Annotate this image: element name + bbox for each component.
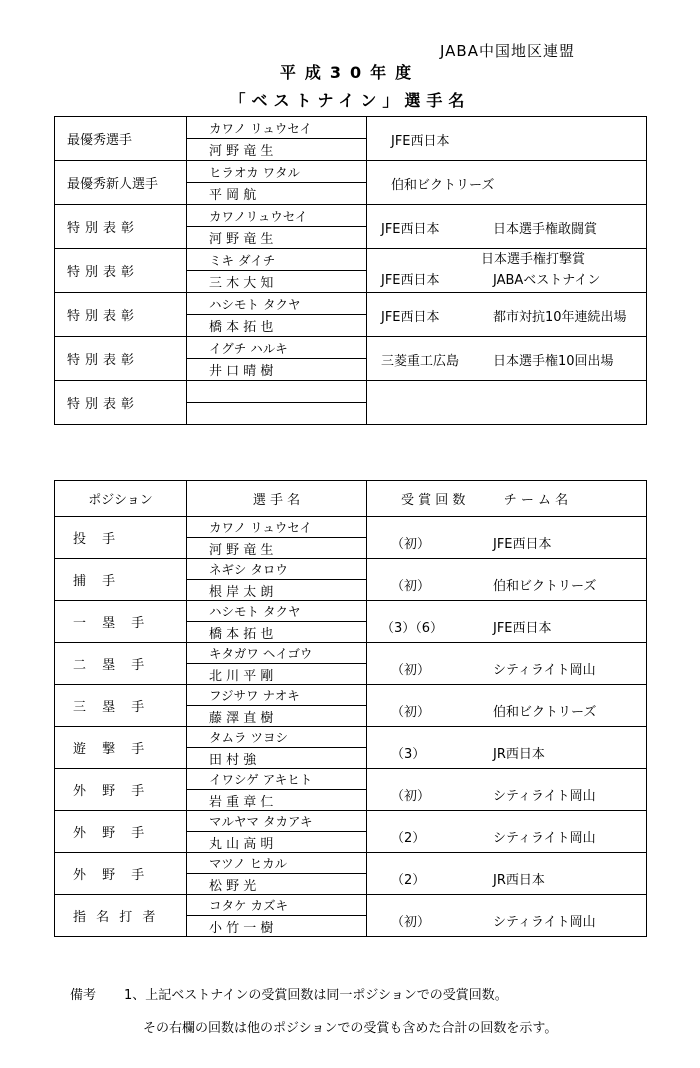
team-name: JFE西日本 xyxy=(493,537,552,552)
position-label: 三 塁 手 xyxy=(55,685,187,727)
award-team: JFE西日本 xyxy=(391,133,450,149)
award-category: 特別表彰 xyxy=(55,381,187,425)
player-kana: フジサワ ナオキ xyxy=(187,685,367,706)
award-count: （初） xyxy=(391,789,431,804)
player-kana: イワシゲ アキヒト xyxy=(187,769,367,790)
position-label: 捕 手 xyxy=(55,559,187,601)
team-name: JR西日本 xyxy=(493,873,545,888)
award-note: 都市対抗10年連続出場 xyxy=(493,309,627,325)
team-name: JFE西日本 xyxy=(493,621,552,636)
award-count: （3） xyxy=(391,747,426,762)
notes-line-1: 1、上記ベストナインの受賞回数は同一ポジションでの受賞回数。 xyxy=(124,988,508,1003)
team-name: 伯和ビクトリーズ xyxy=(493,579,597,594)
positions-header-row xyxy=(55,481,647,517)
player-kana: ミキ ダイチ xyxy=(187,249,367,271)
player-name: 河 野 竜 生 xyxy=(187,139,367,161)
award-note: JABAベストナイン xyxy=(493,272,601,288)
position-label: 投 手 xyxy=(55,517,187,559)
player-name: 平 岡 航 xyxy=(187,183,367,205)
player-name: 井 口 晴 樹 xyxy=(187,359,367,381)
position-count-team xyxy=(367,559,647,601)
award-row xyxy=(55,249,647,271)
award-team-note xyxy=(367,117,647,161)
team-name: シティライト岡山 xyxy=(493,831,596,846)
player-kana: イグチ ハルキ xyxy=(187,337,367,359)
player-name: 小 竹 一 樹 xyxy=(187,916,367,937)
award-team-note xyxy=(367,205,647,249)
header-count-team xyxy=(367,481,647,517)
player-name: 橋 本 拓 也 xyxy=(187,315,367,337)
position-label: 指 名 打 者 xyxy=(55,895,187,937)
player-kana: マツノ ヒカル xyxy=(187,853,367,874)
award-count: （初） xyxy=(391,579,431,594)
header-player: 選 手 名 xyxy=(187,481,367,517)
award-count: （初） xyxy=(391,663,431,678)
award-team-note xyxy=(367,337,647,381)
award-count: （3）（6） xyxy=(381,621,444,636)
position-row xyxy=(55,517,647,538)
header-position: ポジション xyxy=(55,481,187,517)
award-count: （初） xyxy=(391,705,431,720)
position-count-team xyxy=(367,727,647,769)
position-row xyxy=(55,559,647,580)
award-row xyxy=(55,381,647,403)
position-row xyxy=(55,727,647,748)
header-team: チ ー ム 名 xyxy=(503,493,569,508)
notes-label: 備考 xyxy=(70,988,97,1003)
award-row xyxy=(55,117,647,139)
award-category: 特別表彰 xyxy=(55,293,187,337)
awards-table xyxy=(54,116,647,425)
award-category: 最優秀選手 xyxy=(55,117,187,161)
award-count: （2） xyxy=(391,831,426,846)
position-row xyxy=(55,895,647,916)
player-kana: ネギシ タロウ xyxy=(187,559,367,580)
player-kana: カワノ リュウセイ xyxy=(187,117,367,139)
player-name: 根 岸 太 朗 xyxy=(187,580,367,601)
player-name: 北 川 平 剛 xyxy=(187,664,367,685)
player-kana: マルヤマ タカアキ xyxy=(187,811,367,832)
document-title: 「ベストナイン」選手名 xyxy=(229,91,471,110)
award-team: JFE西日本 xyxy=(381,272,440,288)
position-count-team xyxy=(367,685,647,727)
position-row xyxy=(55,601,647,622)
player-name: 岩 重 章 仁 xyxy=(187,790,367,811)
award-team-note xyxy=(367,293,647,337)
player-name: 河 野 竜 生 xyxy=(187,538,367,559)
position-count-team xyxy=(367,895,647,937)
team-name: シティライト岡山 xyxy=(493,789,596,804)
award-note: 日本選手権10回出場 xyxy=(493,353,614,369)
position-row xyxy=(55,685,647,706)
notes-line-2: その右欄の回数は他のポジションでの受賞も含めた合計の回数を示す。 xyxy=(143,1021,558,1036)
position-row xyxy=(55,643,647,664)
position-label: 遊 撃 手 xyxy=(55,727,187,769)
player-name: 藤 澤 直 樹 xyxy=(187,706,367,727)
award-count: （初） xyxy=(391,537,431,552)
position-row xyxy=(55,769,647,790)
award-category: 特別表彰 xyxy=(55,249,187,293)
award-team: 三菱重工広島 xyxy=(381,353,460,369)
award-category: 特別表彰 xyxy=(55,205,187,249)
position-count-team xyxy=(367,517,647,559)
player-kana: コタケ カズキ xyxy=(187,895,367,916)
award-row xyxy=(55,337,647,359)
player-name: 松 野 光 xyxy=(187,874,367,895)
position-count-team xyxy=(367,811,647,853)
award-category: 最優秀新人選手 xyxy=(55,161,187,205)
team-name: シティライト岡山 xyxy=(493,663,596,678)
award-team-note xyxy=(367,381,647,425)
position-count-team xyxy=(367,769,647,811)
team-name: 伯和ビクトリーズ xyxy=(493,705,597,720)
player-kana: カワノリュウセイ xyxy=(187,205,367,227)
award-row xyxy=(55,293,647,315)
award-note: 日本選手権敢闘賞 xyxy=(493,221,598,237)
position-label: 一 塁 手 xyxy=(55,601,187,643)
award-count: （初） xyxy=(391,915,431,930)
position-count-team xyxy=(367,853,647,895)
document-title-year: 平成30年度 xyxy=(279,63,421,82)
player-kana: カワノ リュウセイ xyxy=(187,517,367,538)
award-team-note xyxy=(367,249,647,293)
player-name xyxy=(187,403,367,425)
positions-table xyxy=(54,480,647,937)
award-category: 特別表彰 xyxy=(55,337,187,381)
award-note-top: 日本選手権打撃賞 xyxy=(481,251,586,267)
player-kana xyxy=(187,381,367,403)
position-count-team xyxy=(367,643,647,685)
award-team-note xyxy=(367,161,647,205)
player-kana: タムラ ツヨシ xyxy=(187,727,367,748)
position-label: 外 野 手 xyxy=(55,853,187,895)
award-count: （2） xyxy=(391,873,426,888)
header-count: 受 賞 回 数 xyxy=(401,493,466,508)
organization-name: JABA中国地区連盟 xyxy=(440,42,575,60)
player-name: 丸 山 高 明 xyxy=(187,832,367,853)
team-name: JR西日本 xyxy=(493,747,545,762)
position-row xyxy=(55,853,647,874)
player-kana: ハシモト タクヤ xyxy=(187,601,367,622)
award-row xyxy=(55,161,647,183)
award-team: JFE西日本 xyxy=(381,221,440,237)
team-name: シティライト岡山 xyxy=(493,915,596,930)
player-name: 河 野 竜 生 xyxy=(187,227,367,249)
player-kana: ハシモト タクヤ xyxy=(187,293,367,315)
player-name: 橋 本 拓 也 xyxy=(187,622,367,643)
position-count-team xyxy=(367,601,647,643)
player-name: 三 木 大 知 xyxy=(187,271,367,293)
position-label: 外 野 手 xyxy=(55,769,187,811)
award-team: 伯和ビクトリーズ xyxy=(391,177,495,193)
player-kana: キタガワ ヘイゴウ xyxy=(187,643,367,664)
award-team: JFE西日本 xyxy=(381,309,440,325)
award-row xyxy=(55,205,647,227)
player-name: 田 村 強 xyxy=(187,748,367,769)
position-row xyxy=(55,811,647,832)
position-label: 外 野 手 xyxy=(55,811,187,853)
position-label: 二 塁 手 xyxy=(55,643,187,685)
player-kana: ヒラオカ ワタル xyxy=(187,161,367,183)
